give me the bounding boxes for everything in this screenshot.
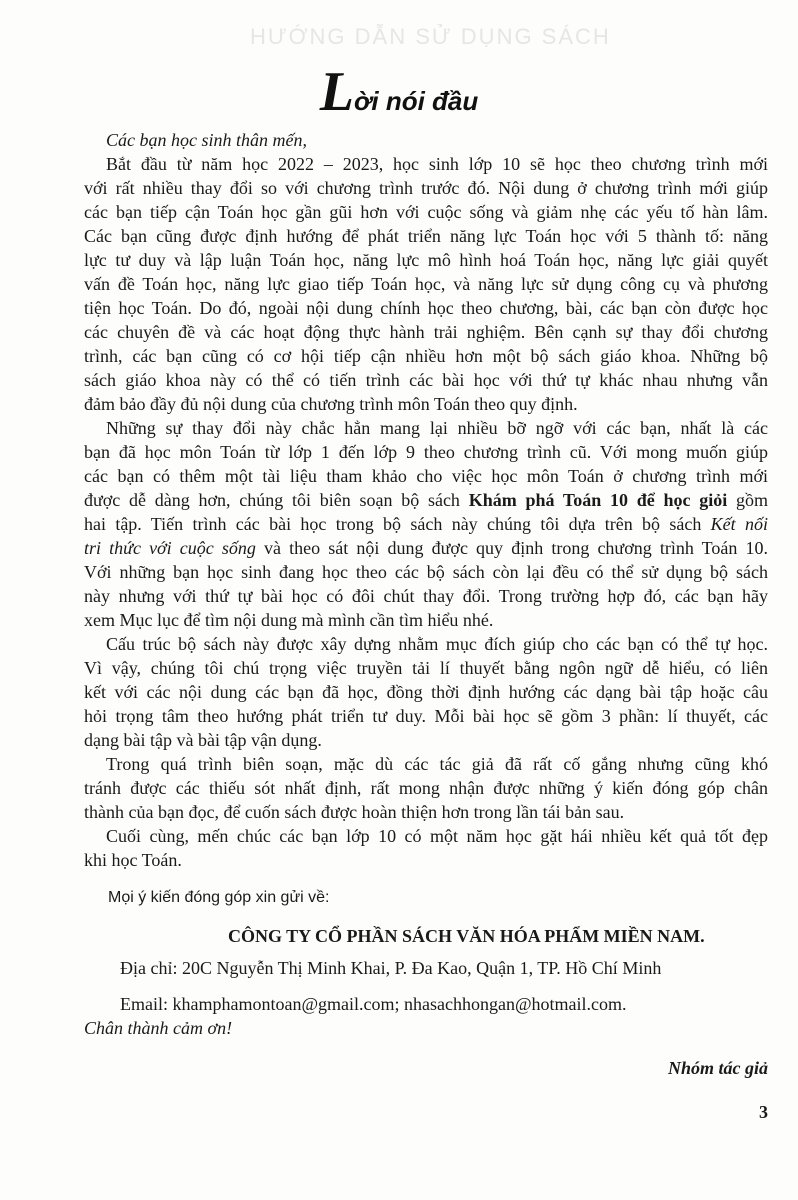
italic-text: Kết nối bbox=[710, 514, 768, 534]
paragraph-line bbox=[84, 824, 768, 848]
paragraph-line bbox=[84, 200, 768, 224]
page-title bbox=[0, 60, 798, 124]
paragraph-line bbox=[84, 392, 768, 416]
paragraph-line bbox=[84, 584, 768, 608]
text-run: Bắt đầu từ năm học 2022 – 2023, học sinh lớp 10 sẽ học theo chương trình mới bbox=[106, 154, 768, 174]
text-run: các bạn có thêm một tài liệu tham khảo cho việc học môn Toán ở chương trình mới bbox=[84, 466, 768, 486]
text-run: Cuối cùng, mến chúc các bạn lớp 10 có một năm học gặt hái nhiều kết quả tốt đẹp bbox=[106, 826, 768, 846]
background-bleed-text: HƯỚNG DẪN SỬ DỤNG SÁCH bbox=[250, 24, 611, 49]
paragraph-line bbox=[84, 344, 768, 368]
text-run: Cấu trúc bộ sách này được xây dựng nhằm mục đích giúp cho các bạn có thể tự học. bbox=[106, 634, 768, 654]
text-run: và theo sát nội dung được quy định trong chương trình Toán 10. bbox=[255, 538, 768, 558]
author-signature: Nhóm tác giả bbox=[667, 1058, 768, 1078]
italic-text: Các bạn học sinh thân mến, bbox=[106, 130, 307, 150]
text-run: tránh được các thiếu sót nhất định, rất mong nhận được những ý kiến đóng góp chân bbox=[84, 778, 768, 798]
paragraph-line bbox=[84, 512, 768, 536]
book-title-bold: Khám phá Toán 10 để học giỏi bbox=[468, 490, 728, 510]
title-rest: ời nói đầu bbox=[353, 86, 479, 116]
paragraph-line bbox=[84, 272, 768, 296]
paragraph-line bbox=[84, 776, 768, 800]
paragraph-line bbox=[84, 536, 768, 560]
italic-text: tri thức với cuộc sống bbox=[84, 538, 256, 558]
text-run: Những sự thay đổi này chắc hẳn mang lại nhiều bỡ ngỡ với các bạn, nhất là các bbox=[106, 418, 768, 438]
text-run: vấn đề Toán học, năng lực giao tiếp Toán học, và năng lực sử dụng công cụ và phương bbox=[84, 274, 768, 294]
paragraph-line bbox=[84, 440, 768, 464]
page-content bbox=[84, 128, 768, 1124]
contact-intro: Mọi ý kiến đóng góp xin gửi về: bbox=[108, 889, 330, 906]
text-run: với rất nhiều thay đổi so với chương trình trước đó. Nội dung ở chương trình mới giúp bbox=[84, 178, 768, 198]
text-run: thành của bạn đọc, để cuốn sách được hoàn thiện hơn trong lần tái bản sau. bbox=[84, 802, 625, 822]
publisher-name: CÔNG TY CỔ PHẦN SÁCH VĂN HÓA PHẨM MIỀN NAM. bbox=[228, 926, 705, 946]
publisher-address: Địa chỉ: 20C Nguyễn Thị Minh Khai, P. Đa Kao, Quận 1, TP. Hồ Chí Minh bbox=[120, 958, 662, 978]
paragraph-line bbox=[84, 680, 768, 704]
paragraph-line bbox=[84, 368, 768, 392]
text-run: trình, các bạn cũng có cơ hội tiếp cận nhiều hơn một bộ sách giáo khoa. Những bộ bbox=[84, 346, 768, 366]
paragraph-line bbox=[84, 224, 768, 248]
page-number: 3 bbox=[759, 1102, 768, 1122]
text-run: hai tập. Tiến trình các bài học trong bộ sách này chúng tôi dựa trên bộ sách bbox=[84, 514, 711, 534]
text-run: sách giáo khoa này có thể có tiến trình các bài học với thứ tự khác nhau nhưng vẫn bbox=[84, 370, 768, 390]
text-run: dạng bài tập và bài tập vận dụng. bbox=[84, 730, 322, 750]
paragraph-line bbox=[84, 800, 768, 824]
paragraph-line bbox=[84, 848, 768, 872]
paragraph-line bbox=[84, 728, 768, 752]
text-run: lực tư duy và lập luận Toán học, năng lực mô hình hoá Toán học, năng lực giải quyết bbox=[84, 250, 768, 270]
paragraph-line bbox=[84, 752, 768, 776]
paragraph-line bbox=[84, 248, 768, 272]
paragraph-line bbox=[84, 416, 768, 440]
text-run: gồm bbox=[727, 490, 768, 510]
paragraph-line bbox=[84, 632, 768, 656]
text-run: Các bạn cũng được định hướng để phát triển năng lực Toán học với 5 thành tố: năng bbox=[84, 226, 768, 246]
title-initial: L bbox=[319, 61, 354, 123]
closing-thanks: Chân thành cảm ơn! bbox=[84, 1018, 233, 1038]
salutation bbox=[84, 128, 768, 152]
paragraph-line bbox=[84, 152, 768, 176]
contact-email: Email: khamphamontoan@gmail.com; nhasachhongan@hotmail.com. bbox=[120, 994, 627, 1014]
preface-body bbox=[84, 128, 768, 872]
text-run: Trong quá trình biên soạn, mặc dù các tác giả đã rất cố gắng nhưng cũng khó bbox=[106, 754, 768, 774]
text-run: xem Mục lục để tìm nội dung mà mình cần tìm hiểu nhé. bbox=[84, 610, 494, 630]
text-run: tiện học Toán. Do đó, ngoài nội dung chính học theo chương, bài, các bạn còn được học bbox=[84, 298, 768, 318]
text-run: này nhưng với thứ tự bài học có đôi chút thay đổi. Trong trường hợp đó, các bạn hãy bbox=[84, 586, 768, 606]
paragraph-line bbox=[84, 656, 768, 680]
text-run: kết với các nội dung các bạn đã học, đồng thời định hướng các dạng bài tập hoặc câu bbox=[84, 682, 768, 702]
paragraph-line bbox=[84, 488, 768, 512]
paragraph-line bbox=[84, 296, 768, 320]
paragraph-line bbox=[84, 320, 768, 344]
paragraph-line bbox=[84, 608, 768, 632]
text-run: các bạn tiếp cận Toán học gần gũi hơn với cuộc sống và giảm nhẹ các yếu tố hàn lâm. bbox=[84, 202, 768, 222]
text-run: đảm bảo đầy đủ nội dung của chương trình môn Toán theo quy định. bbox=[84, 394, 578, 414]
paragraph-line bbox=[84, 464, 768, 488]
text-run: được dễ dàng hơn, chúng tôi biên soạn bộ sách bbox=[84, 490, 469, 510]
paragraph-line bbox=[84, 560, 768, 584]
paragraph-line bbox=[84, 704, 768, 728]
text-run: Vì vậy, chúng tôi chú trọng việc truyền tải lí thuyết bằng ngôn ngữ dễ hiểu, có liên bbox=[84, 658, 768, 678]
text-run: các chuyên đề và các hoạt động thực hành trải nghiệm. Bên cạnh sự thay đổi chương bbox=[84, 322, 768, 342]
text-run: hỏi trọng tâm theo hướng phát triển tư duy. Mỗi bài học sẽ gồm 3 phần: lí thuyết, các bbox=[84, 706, 768, 726]
text-run: bạn đã học môn Toán từ lớp 1 đến lớp 9 theo chương trình cũ. Với mong muốn giúp bbox=[84, 442, 768, 462]
paragraph-line bbox=[84, 176, 768, 200]
text-run: Với những bạn học sinh đang học theo các bộ sách còn lại đều có thể sử dụng bộ sách bbox=[84, 562, 768, 582]
text-run: khi học Toán. bbox=[84, 850, 182, 870]
